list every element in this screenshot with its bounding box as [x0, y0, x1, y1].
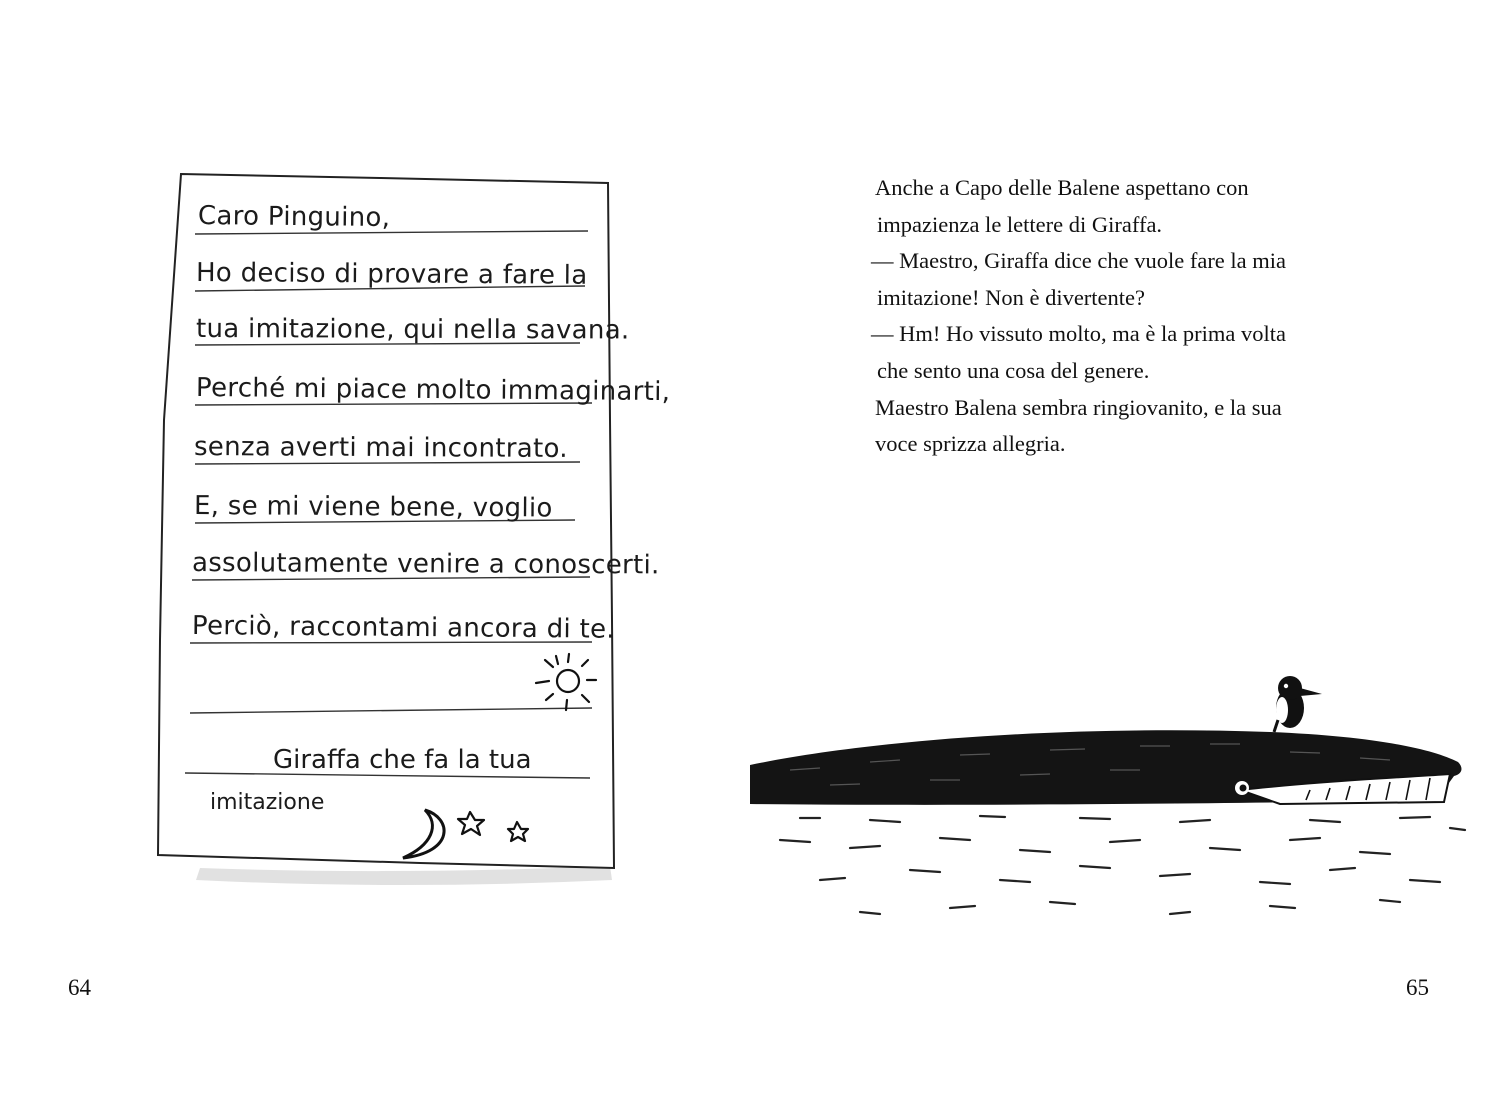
letter-line: E, se mi viene bene, voglio: [193, 491, 553, 524]
whale-illustration: [750, 670, 1500, 940]
letter-line: Perciò, raccontami ancora di te.: [191, 611, 616, 645]
narration-text: [871, 170, 1345, 463]
narration-line: Maestro Balena sembra ringiovanito, e la sua: [875, 394, 1282, 420]
narration-line: — Maestro, Giraffa dice che vuole fare la mia: [871, 248, 1287, 274]
penguin-illustration: [1274, 676, 1322, 732]
letter-line: Perché mi piace molto immaginarti,: [195, 373, 671, 408]
letter-signature-continued: imitazione: [210, 790, 325, 815]
letter-line: assolutamente venire a conoscerti.: [191, 548, 660, 581]
letter-line: Ho deciso di provare a fare la: [195, 258, 588, 291]
right-page: [750, 0, 1500, 1111]
letter-line: tua imitazione, qui nella savana.: [195, 314, 630, 346]
letter-line: Caro Pinguino,: [197, 201, 391, 234]
narration-line: che sento una cosa del genere.: [877, 357, 1150, 383]
page-number-left: 64: [68, 975, 91, 1000]
narration-line: imitazione! Non è divertente?: [877, 284, 1146, 310]
narration-line: impazienza le lettere di Giraffa.: [877, 211, 1163, 237]
narration-line: voce sprizza allegria.: [875, 431, 1066, 457]
page-number-right: 65: [1406, 975, 1429, 1000]
letter-signature: Giraffa che fa la tua: [273, 745, 532, 775]
letter-line: senza averti mai incontrato.: [193, 432, 568, 464]
narration-line: — Hm! Ho vissuto molto, ma è la prima volta: [871, 321, 1286, 347]
narration-line: Anche a Capo delle Balene aspettano con: [875, 175, 1249, 200]
